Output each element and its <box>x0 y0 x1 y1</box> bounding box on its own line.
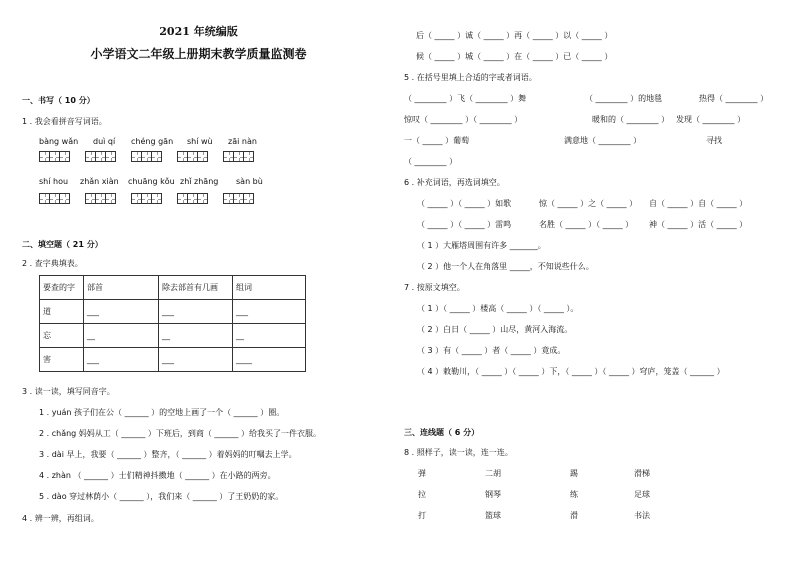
q6-item: 惊（ _____ ）之（ _____ ） <box>539 199 638 208</box>
table-cell[interactable]: __ <box>233 324 306 348</box>
writing-box-1-5[interactable] <box>223 151 253 162</box>
question-3-line: 3 . dài 早上，我要（ ______ ）整齐，（ ______ ）着妈妈的叮嘱去上学。 <box>39 450 297 459</box>
q6-item: 自（ _____ ）自（ _____ ） <box>649 199 748 208</box>
pinyin-2-3: chuāng kǒu <box>128 177 175 186</box>
table-header: 组词 <box>233 276 306 300</box>
q5-item: （ ________ ） <box>404 157 458 166</box>
table-cell[interactable]: __ <box>159 324 233 348</box>
table-cell: 忘 <box>40 324 84 348</box>
match-item[interactable]: 滑梯 <box>634 469 650 478</box>
pinyin-1-2: duì qí <box>93 137 116 146</box>
pinyin-2-5: sàn bù <box>236 177 263 186</box>
match-item[interactable]: 篮球 <box>485 511 501 520</box>
writing-box-2-4[interactable] <box>177 193 207 204</box>
table-cell[interactable]: ___ <box>233 300 306 324</box>
question-4-line: 后（ _____ ）诚（ _____ ）再（ _____ ）以（ _____ ） <box>416 31 613 40</box>
q5-item: 热得（ ________ ） <box>699 94 769 103</box>
q7-line: （ 4 ）敕勒川，（ _____ ）（ _____ ）下，（ _____ ）（ _____ ）穹庐，笼盖（ ______ ） <box>417 367 725 376</box>
exam-year-line: 2021 年统编版 <box>159 25 238 38</box>
question-4-label: 4 . 辨一辨，再组词。 <box>22 514 99 523</box>
q7-line: （ 1 ）（ _____ ）楼高（ _____ ）（ _____ ）。 <box>417 304 579 313</box>
exam-title: 小学语文二年级上册期末教学质量监测卷 <box>90 47 307 61</box>
pinyin-2-2: zhǎn xiàn <box>80 177 119 186</box>
table-header: 部首 <box>84 276 159 300</box>
q6-fill-line: （ 2 ）他一个人在角落里 _____，不知说些什么。 <box>417 262 594 271</box>
question-3-line: 4 . zhàn （ ______ ）士们精神抖擞地（ ______ ）在小路的两旁。 <box>39 471 276 480</box>
table-row <box>40 348 306 372</box>
writing-box-2-5[interactable] <box>223 193 253 204</box>
table-header-row <box>40 276 306 300</box>
q6-item: （ _____ ）（ _____ ）如歌 <box>417 199 512 208</box>
question-8-label: 8 . 照样子，读一读，连一连。 <box>404 448 513 457</box>
match-item[interactable]: 拉 <box>418 490 426 499</box>
section-2-heading: 二、填空题（ 21 分） <box>22 240 103 249</box>
table-cell: 道 <box>40 300 84 324</box>
match-item[interactable]: 书法 <box>634 511 650 520</box>
q7-line: （ 3 ）有（ _____ ）者（ _____ ）竟成。 <box>417 346 566 355</box>
table-cell[interactable]: ___ <box>84 300 159 324</box>
question-2-label: 2 . 查字典填表。 <box>22 259 83 268</box>
writing-box-2-1[interactable] <box>39 193 69 204</box>
question-6-label: 6 . 补充词语，再选词填空。 <box>404 178 505 187</box>
table-header: 除去部首有几画 <box>159 276 233 300</box>
q5-item: （ ________ ）的地毯 <box>585 94 663 103</box>
question-4-line: 候（ _____ ）城（ _____ ）在（ _____ ）已（ _____ ） <box>416 52 613 61</box>
pinyin-2-4: zhǐ zhāng <box>180 177 219 186</box>
match-item[interactable]: 足球 <box>634 490 650 499</box>
q6-item: 神（ _____ ）活（ _____ ） <box>649 220 748 229</box>
table-row <box>40 324 306 348</box>
pinyin-1-3: chéng gān <box>131 137 174 146</box>
pinyin-2-1: shí hou <box>39 177 69 186</box>
pinyin-1-1: bàng wǎn <box>39 137 79 146</box>
table-row <box>40 300 306 324</box>
writing-box-1-2[interactable] <box>85 151 115 162</box>
question-3-line: 2 . chǎng 妈妈从工（ ______ ）下班后，到商（ ______ ）给我买了一件衣服。 <box>39 429 321 438</box>
q7-line: （ 2 ）白日（ _____ ）山尽，黄河入海流。 <box>417 325 573 334</box>
q6-item: 名胜（ _____ ）（ _____ ） <box>539 220 634 229</box>
writing-box-2-3[interactable] <box>131 193 161 204</box>
table-cell[interactable]: ___ <box>159 300 233 324</box>
section-3-heading: 三、连线题（ 6 分） <box>404 428 480 437</box>
q5-item: 惊叹（ ________ ）（ ________ ） <box>404 115 523 124</box>
match-item[interactable]: 钢琴 <box>485 490 501 499</box>
match-item[interactable]: 踢 <box>570 469 578 478</box>
question-3-line: 5 . dào 穿过林荫小（ ______ ），我们来（ ______ ）了王奶奶的家。 <box>39 492 284 501</box>
match-item[interactable]: 二胡 <box>485 469 501 478</box>
q5-item: 寻找 <box>706 136 722 145</box>
q5-item: （ ________ ）飞（ ________ ）舞 <box>404 94 527 103</box>
question-7-label: 7 . 按原文填空。 <box>404 283 465 292</box>
table-cell: 害 <box>40 348 84 372</box>
match-item[interactable]: 弹 <box>418 469 426 478</box>
writing-box-2-2[interactable] <box>85 193 115 204</box>
section-1-heading: 一、书写（ 10 分） <box>22 96 95 105</box>
q5-item: 一（ _____ ）葡萄 <box>404 136 470 145</box>
question-3-line: 1 . yuán 孩子们在公（ ______ ）的空地上画了一个（ ______ ）圈。 <box>39 408 285 417</box>
writing-box-1-1[interactable] <box>39 151 69 162</box>
writing-box-1-3[interactable] <box>131 151 161 162</box>
q5-item: 暖和的（ ________ ） <box>592 115 670 124</box>
table-cell[interactable]: ___ <box>159 348 233 372</box>
dictionary-table <box>39 275 306 372</box>
question-1-label: 1 . 我会看拼音写词语。 <box>22 117 107 126</box>
q6-item: （ _____ ）（ _____ ）雷鸣 <box>417 220 512 229</box>
writing-box-1-4[interactable] <box>177 151 207 162</box>
pinyin-1-5: zāi nàn <box>228 137 257 146</box>
table-cell[interactable]: ____ <box>233 348 306 372</box>
question-3-label: 3 . 读一读，填写同音字。 <box>22 387 115 396</box>
table-cell[interactable]: ___ <box>84 348 159 372</box>
q6-fill-line: （ 1 ）大雁塔周围有许多 _______。 <box>417 241 546 250</box>
q5-item: 发现（ ________ ） <box>676 115 746 124</box>
table-cell[interactable]: __ <box>84 324 159 348</box>
match-item[interactable]: 练 <box>570 490 578 499</box>
match-item[interactable]: 打 <box>418 511 426 520</box>
match-item[interactable]: 滑 <box>570 511 578 520</box>
question-5-label: 5 . 在括号里填上合适的字或者词语。 <box>404 73 537 82</box>
table-header: 要查的字 <box>40 276 84 300</box>
q5-item: 满意地（ ________ ） <box>564 136 642 145</box>
pinyin-1-4: shí wù <box>187 137 213 146</box>
